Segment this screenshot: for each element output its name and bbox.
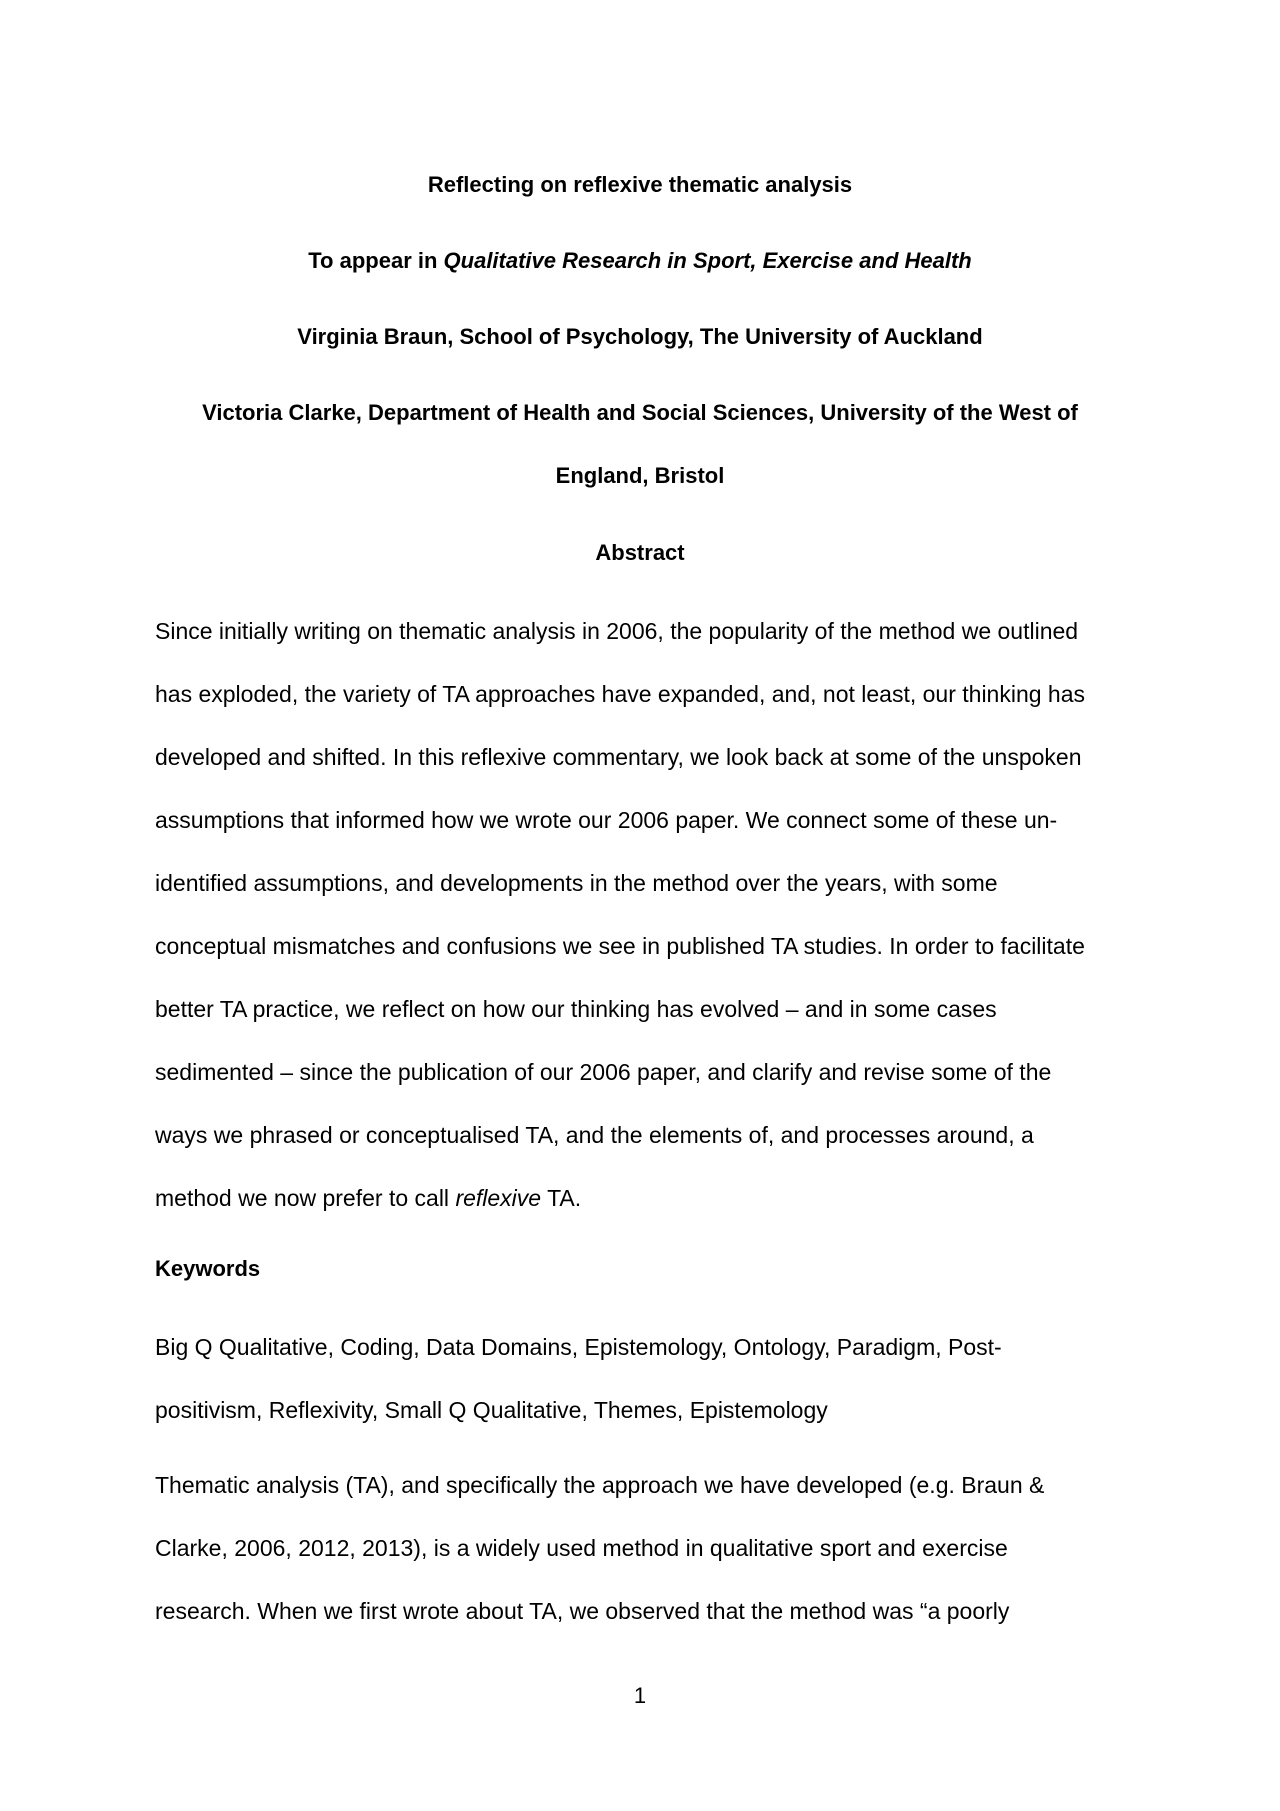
author-braun: Virginia Braun, School of Psychology, The University of Auckland — [297, 324, 983, 349]
page-number: 1 — [633, 1683, 647, 1708]
keywords-line: positivism, Reflexivity, Small Q Qualitative, Themes, Epistemology — [155, 1397, 828, 1423]
keywords-heading: Keywords — [155, 1256, 261, 1281]
journal-name: Qualitative Research in Sport, Exercise and Health — [443, 248, 972, 273]
abstract-line: assumptions that informed how we wrote our 2006 paper. We connect some of these un- — [155, 807, 1058, 833]
body-line: Clarke, 2006, 2012, 2013), is a widely used method in qualitative sport and exercise — [155, 1535, 1008, 1561]
abstract-last-line — [155, 1183, 1145, 1213]
abstract-last-line-suffix: TA. — [541, 1185, 582, 1211]
abstract-line: identified assumptions, and developments in the method over the years, with some — [155, 870, 998, 896]
abstract-line: has exploded, the variety of TA approaches have expanded, and, not least, our thinking has — [155, 681, 1086, 707]
journal-prefix: To appear in — [308, 248, 444, 273]
paper-title: Reflecting on reflexive thematic analysis — [427, 172, 853, 197]
abstract-line: Since initially writing on thematic analysis in 2006, the popularity of the method we outlined — [155, 618, 1079, 644]
abstract-heading: Abstract — [595, 540, 685, 565]
body-line: Thematic analysis (TA), and specifically the approach we have developed (e.g. Braun & — [155, 1472, 1045, 1498]
keywords-line: Big Q Qualitative, Coding, Data Domains, Epistemology, Ontology, Paradigm, Post- — [155, 1334, 1002, 1360]
abstract-last-line-prefix: method we now prefer to call — [155, 1185, 456, 1211]
abstract-line: ways we phrased or conceptualised TA, and the elements of, and processes around, a — [155, 1122, 1034, 1148]
abstract-line: conceptual mismatches and confusions we see in published TA studies. In order to facilitate — [155, 933, 1085, 959]
body-line: research. When we first wrote about TA, we observed that the method was “a poorly — [155, 1598, 1010, 1624]
abstract-line: better TA practice, we reflect on how our thinking has evolved – and in some cases — [155, 996, 997, 1022]
author-clarke-line-2: England, Bristol — [555, 463, 725, 488]
abstract-italic-word: reflexive — [455, 1185, 542, 1211]
abstract-line: sedimented – since the publication of our 2006 paper, and clarify and revise some of the — [155, 1059, 1052, 1085]
author-clarke-line-1: Victoria Clarke, Department of Health and Social Sciences, University of the West of — [202, 400, 1078, 425]
journal-line — [155, 229, 1125, 292]
abstract-line: developed and shifted. In this reflexive commentary, we look back at some of the unspoken — [155, 744, 1082, 770]
